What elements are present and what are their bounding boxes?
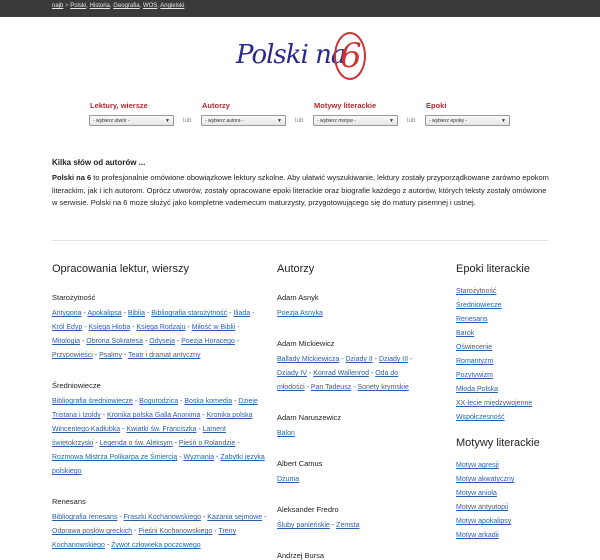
or-label: lub bbox=[183, 117, 192, 124]
authors-column-title: Autorzy bbox=[277, 263, 315, 275]
link-separator: - bbox=[121, 310, 128, 317]
breadcrumb-separator: , bbox=[139, 3, 143, 9]
epochs-column bbox=[456, 263, 566, 543]
work-link[interactable]: Odyseja bbox=[149, 338, 175, 345]
work-link[interactable]: Boska komedia bbox=[184, 398, 233, 405]
work-link[interactable]: Rozmowa Mistrza Polikarpa ze Śmiercią bbox=[52, 454, 178, 461]
link-separator: - bbox=[368, 370, 376, 377]
link-separator: - bbox=[145, 310, 152, 317]
works-column bbox=[52, 263, 267, 553]
epoch-link[interactable]: Średniowiecze bbox=[456, 302, 502, 309]
chevron-down-icon: ▼ bbox=[501, 118, 506, 124]
epochs-list bbox=[456, 285, 566, 425]
work-link[interactable]: Zabytki języka polskiego bbox=[52, 454, 265, 475]
work-link[interactable]: Psalmy bbox=[99, 352, 123, 359]
link-separator: - bbox=[80, 338, 87, 345]
chevron-down-icon: ▼ bbox=[389, 118, 394, 124]
logo-word: Polski na bbox=[236, 40, 346, 70]
author-group-title: Adam Asnyk bbox=[277, 293, 319, 302]
epoch-link[interactable]: XX-lecie międzywojenne bbox=[456, 400, 533, 407]
breadcrumb-link[interactable]: najb bbox=[52, 3, 64, 9]
intro-text bbox=[52, 172, 552, 210]
intro-brand: Polski na 6 bbox=[52, 173, 92, 182]
link-separator: - bbox=[234, 338, 240, 345]
work-group-links bbox=[52, 395, 267, 479]
works-column-title: Opracowania lektur, wierszy bbox=[52, 263, 189, 275]
work-group-title: Renesans bbox=[52, 497, 86, 506]
filter-works bbox=[89, 101, 174, 126]
breadcrumb bbox=[52, 3, 186, 9]
link-separator: - bbox=[104, 542, 112, 549]
author-group-title: Adam Mickiewicz bbox=[277, 339, 335, 348]
link-separator: - bbox=[132, 528, 139, 535]
work-group-links bbox=[52, 307, 267, 363]
link-separator: - bbox=[120, 426, 127, 433]
work-link[interactable]: Bibliografia średniowiecze bbox=[52, 398, 133, 405]
link-separator: - bbox=[372, 356, 379, 363]
work-link[interactable]: Biblia bbox=[127, 310, 146, 317]
work-link[interactable]: Miłość w Biblii bbox=[191, 324, 236, 331]
link-separator: - bbox=[81, 310, 88, 317]
work-link[interactable]: Kazania sejmowe bbox=[207, 514, 263, 521]
author-link[interactable]: Konrad Wallenrod bbox=[313, 370, 369, 377]
work-link[interactable]: Odprawa posłów greckich bbox=[52, 528, 133, 535]
motif-link[interactable]: Motyw arkadii bbox=[456, 532, 499, 539]
top-nav-bar bbox=[0, 0, 600, 17]
breadcrumb-link[interactable]: Historia bbox=[89, 3, 110, 9]
work-link[interactable]: Legenda o św. Aleksym bbox=[99, 440, 173, 447]
work-link[interactable]: Wyznania bbox=[183, 454, 215, 461]
breadcrumb-link[interactable]: Polski bbox=[70, 3, 87, 9]
epoch-link[interactable]: Młoda Polska bbox=[456, 386, 499, 393]
filter-label: Motywy literackie bbox=[314, 101, 377, 110]
or-label: lub bbox=[407, 117, 416, 124]
filter-label: Lektury, wiersze bbox=[90, 101, 148, 110]
link-separator: - bbox=[185, 324, 192, 331]
filter-epochs bbox=[425, 101, 510, 126]
work-link[interactable]: Pieśni Kochanowskiego bbox=[138, 528, 213, 535]
author-link[interactable]: Balon bbox=[277, 430, 295, 437]
link-separator: - bbox=[235, 440, 240, 447]
link-separator: - bbox=[143, 338, 150, 345]
motif-link[interactable]: Motyw anioła bbox=[456, 490, 497, 497]
link-separator: - bbox=[250, 310, 255, 317]
work-link[interactable]: Król Edyp bbox=[52, 324, 83, 331]
work-link[interactable]: Kwiatki św. Franciszka bbox=[126, 426, 197, 433]
link-separator: - bbox=[196, 426, 203, 433]
link-separator: - bbox=[92, 352, 100, 359]
author-link[interactable]: Dziady III bbox=[378, 356, 409, 363]
work-link[interactable]: Apokalipsa bbox=[87, 310, 122, 317]
author-link[interactable]: Oda do młodości bbox=[277, 370, 399, 391]
link-separator: - bbox=[130, 324, 137, 331]
author-group-title: Albert Camus bbox=[277, 459, 323, 468]
chevron-down-icon: ▼ bbox=[165, 118, 170, 124]
breadcrumb-separator: , bbox=[86, 3, 90, 9]
authors-select-value: - wybierz autora - bbox=[205, 118, 244, 124]
work-link[interactable]: Przypowieści bbox=[52, 352, 93, 359]
author-group-links bbox=[277, 519, 427, 533]
work-link[interactable]: Treny Kochanowskiego bbox=[52, 528, 237, 549]
author-link[interactable]: Dziady IV bbox=[277, 370, 307, 377]
epoch-link[interactable]: Romantyzm bbox=[456, 358, 494, 365]
link-separator: - bbox=[351, 384, 358, 391]
epoch-link[interactable]: Renesans bbox=[456, 316, 488, 323]
epoch-link[interactable]: Oświecenie bbox=[456, 344, 493, 351]
motif-link[interactable]: Motyw akwatyczny bbox=[456, 476, 515, 483]
author-link[interactable]: Sonety krymskie bbox=[357, 384, 409, 391]
or-label: lub bbox=[295, 117, 304, 124]
epochs-select[interactable] bbox=[425, 115, 510, 126]
breadcrumb-separator: , bbox=[109, 3, 114, 9]
work-link[interactable]: Iliada bbox=[233, 310, 251, 317]
work-link[interactable]: Fraszki Kochanowskiego bbox=[123, 514, 202, 521]
author-link[interactable]: Ballady Mickiewicza bbox=[277, 356, 340, 363]
epoch-link[interactable]: Starożytność bbox=[456, 288, 497, 295]
authors-select[interactable] bbox=[201, 115, 286, 126]
author-link[interactable]: Poezja Asnyka bbox=[277, 310, 323, 317]
link-separator: - bbox=[339, 356, 346, 363]
link-separator: - bbox=[177, 454, 184, 461]
breadcrumb-separator: . bbox=[184, 3, 186, 9]
logo-number: 6 bbox=[340, 36, 362, 76]
author-group-title: Andrzej Bursa bbox=[277, 551, 325, 560]
chevron-down-icon: ▼ bbox=[277, 118, 282, 124]
work-link[interactable]: Bibliografia starożytność bbox=[151, 310, 228, 317]
work-link[interactable]: Kronika polska Wincentego Kadłubka bbox=[52, 412, 253, 433]
work-link[interactable]: Obrona Sokratesa bbox=[86, 338, 144, 345]
work-link[interactable]: Poezja Horacego bbox=[181, 338, 235, 345]
link-separator: - bbox=[172, 440, 179, 447]
link-separator: - bbox=[117, 514, 124, 521]
work-group-title: Średniowiecze bbox=[52, 381, 101, 390]
authors-column bbox=[277, 263, 427, 560]
work-link[interactable]: Bogurodzica bbox=[139, 398, 179, 405]
work-link[interactable]: Kronika polska Galla Anonima bbox=[107, 412, 201, 419]
link-separator: - bbox=[178, 398, 185, 405]
motifs-select-value: - wybierz motyw - bbox=[317, 118, 356, 124]
link-separator: - bbox=[93, 440, 100, 447]
motif-link[interactable]: Motyw antyutopii bbox=[456, 504, 509, 511]
breadcrumb-link[interactable]: WOS bbox=[142, 3, 158, 9]
work-link[interactable]: Pieśń o Rolandzie bbox=[178, 440, 236, 447]
work-link[interactable]: Mitologia bbox=[52, 338, 81, 345]
breadcrumb-separator: > bbox=[63, 3, 71, 9]
filter-label: Autorzy bbox=[202, 101, 230, 110]
work-link[interactable]: Bibliografia renesans bbox=[52, 514, 118, 521]
author-group-links bbox=[277, 473, 427, 487]
epochs-select-value: - wybierz epokę - bbox=[429, 118, 468, 124]
author-group-links bbox=[277, 353, 427, 395]
link-separator: - bbox=[408, 356, 413, 363]
intro-body: to profesjonalnie omówione obowiązkowe lektury szkolne. Aby ułatwić wyszukiwanie, lektury zostały przyporządkowane zarówno epokom literackim, jak i ich autorom. Oprócz utworów, zostały opracowane epoki literackie oraz biografie każdego z autorów, których teksty zostały omówione w serwisie. Polski na 6 może służyć jako kompletne vademecum maturzysty, przygotowującego się do matury pisemnej i ustnej. bbox=[52, 173, 549, 207]
motifs-column-title: Motywy literackie bbox=[456, 437, 540, 449]
work-link[interactable]: Żywot człowieka poczciwego bbox=[111, 542, 201, 549]
filter-label: Epoki bbox=[426, 101, 447, 110]
works-select[interactable] bbox=[89, 115, 174, 126]
author-link[interactable]: Dżuma bbox=[277, 476, 300, 483]
link-separator: - bbox=[329, 522, 337, 529]
author-link[interactable]: Śluby panieńskie bbox=[277, 522, 330, 529]
work-group-links bbox=[52, 511, 267, 553]
author-group-links bbox=[277, 307, 427, 321]
link-separator: - bbox=[304, 384, 311, 391]
author-link[interactable]: Dziady II bbox=[345, 356, 373, 363]
link-separator: - bbox=[200, 412, 207, 419]
filter-authors bbox=[201, 101, 286, 126]
link-separator: - bbox=[235, 324, 240, 331]
author-link[interactable]: Zemsta bbox=[336, 522, 360, 529]
breadcrumb-link[interactable]: Geografia bbox=[113, 3, 140, 9]
divider bbox=[52, 240, 548, 241]
author-group-title: Aleksander Fredro bbox=[277, 505, 339, 514]
link-separator: - bbox=[100, 412, 107, 419]
works-select-value: - wybierz utwór - bbox=[93, 118, 130, 124]
breadcrumb-link[interactable]: Angielski bbox=[160, 3, 185, 9]
link-separator: - bbox=[174, 338, 182, 345]
link-separator: - bbox=[132, 398, 140, 405]
author-group-title: Adam Naruszewicz bbox=[277, 413, 342, 422]
work-link[interactable]: Dzieje Tristana i Izoldy bbox=[52, 398, 258, 419]
link-separator: - bbox=[262, 514, 267, 521]
motif-link[interactable]: Motyw agresji bbox=[456, 462, 499, 469]
work-link[interactable]: Księga Hioba bbox=[88, 324, 131, 331]
site-logo[interactable] bbox=[230, 22, 380, 87]
link-separator: - bbox=[82, 324, 89, 331]
motif-link[interactable]: Motyw apokalipsy bbox=[456, 518, 512, 525]
link-separator: - bbox=[227, 310, 234, 317]
author-group-links bbox=[277, 427, 427, 441]
link-separator: - bbox=[212, 528, 219, 535]
intro-title: Kilka słów od autorów ... bbox=[52, 158, 146, 167]
work-group-title: Starożytność bbox=[52, 293, 96, 302]
epoch-link[interactable]: Pozytywizm bbox=[456, 372, 493, 379]
breadcrumb-separator: , bbox=[157, 3, 161, 9]
work-link[interactable]: Księga Rodzaju bbox=[136, 324, 186, 331]
work-link[interactable]: Teatr i dramat antyczny bbox=[128, 352, 201, 359]
link-separator: - bbox=[214, 454, 221, 461]
work-link[interactable]: Lament świętokrzyski bbox=[52, 426, 226, 447]
author-link[interactable]: Pan Tadeusz bbox=[310, 384, 352, 391]
motifs-select[interactable] bbox=[313, 115, 398, 126]
link-separator: - bbox=[232, 398, 239, 405]
epoch-link[interactable]: Współczesność bbox=[456, 414, 505, 421]
motifs-list bbox=[456, 459, 566, 543]
work-link[interactable]: Antygona bbox=[52, 310, 82, 317]
epochs-column-title: Epoki literackie bbox=[456, 263, 530, 275]
epoch-link[interactable]: Barok bbox=[456, 330, 475, 337]
link-separator: - bbox=[201, 514, 208, 521]
filter-motifs bbox=[313, 101, 398, 126]
link-separator: - bbox=[122, 352, 129, 359]
link-separator: - bbox=[306, 370, 314, 377]
